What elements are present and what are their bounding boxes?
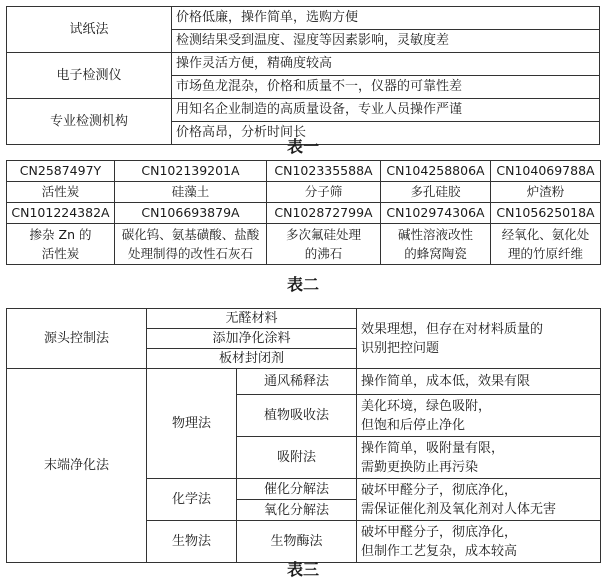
table-three bbox=[6, 308, 601, 563]
material-line: 处理制得的改性石灰石 bbox=[127, 246, 253, 261]
material-name: 多孔硅胶 bbox=[381, 182, 491, 203]
patent-number: CN102139201A bbox=[115, 161, 267, 182]
method-item: 添加净化涂料 bbox=[147, 329, 357, 349]
method-label: 专业检测机构 bbox=[7, 99, 172, 145]
subcategory-label: 化学法 bbox=[147, 479, 237, 521]
table-one bbox=[6, 6, 600, 145]
method-item: 催化分解法 bbox=[237, 479, 357, 500]
method-label: 电子检测仪 bbox=[7, 53, 172, 99]
note-line: 但制作工艺复杂，成本较高 bbox=[361, 543, 518, 559]
method-item: 通风稀释法 bbox=[237, 369, 357, 395]
table-row bbox=[7, 369, 601, 395]
material-name bbox=[381, 224, 491, 265]
patent-number: CN104258806A bbox=[381, 161, 491, 182]
table-three-caption: 表三 bbox=[286, 560, 319, 579]
table-two-caption: 表二 bbox=[286, 275, 319, 294]
advantage-cell: 操作灵活方便，精确度较高 bbox=[172, 53, 600, 76]
material-line: 的沸石 bbox=[304, 246, 343, 261]
advantage-cell: 用知名企业制造的高质量设备，专业人员操作严谨 bbox=[172, 99, 600, 122]
table-row bbox=[7, 309, 601, 329]
disadvantage-cell: 价格高昂，分析时间长 bbox=[172, 122, 600, 145]
category-label: 源头控制法 bbox=[7, 309, 147, 369]
method-item: 植物吸收法 bbox=[237, 395, 357, 437]
patent-number: CN105625018A bbox=[491, 203, 601, 224]
disadvantage-cell: 市场鱼龙混杂，价格和质量不一，仪器的可靠性差 bbox=[172, 76, 600, 99]
material-line: 经氧化、氨化处 bbox=[501, 227, 590, 242]
table-one-caption: 表一 bbox=[286, 137, 319, 156]
material-name bbox=[267, 224, 381, 265]
material-line: 活性炭 bbox=[41, 246, 80, 261]
note-line: 但饱和后停止净化 bbox=[361, 417, 466, 433]
material-name bbox=[115, 224, 267, 265]
method-item: 氧化分解法 bbox=[237, 500, 357, 521]
note-cell bbox=[357, 437, 601, 479]
note-line: 破坏甲醛分子，彻底净化， bbox=[361, 482, 518, 498]
note-line: 效果理想，但存在对材料质量的 bbox=[361, 321, 544, 337]
table-row bbox=[7, 7, 600, 30]
category-label: 末端净化法 bbox=[7, 369, 147, 563]
material-name: 硅藻土 bbox=[115, 182, 267, 203]
table-row bbox=[7, 161, 601, 182]
patent-number: CN2587497Y bbox=[7, 161, 115, 182]
note-line: 识别把控问题 bbox=[361, 340, 440, 356]
material-name bbox=[491, 224, 601, 265]
note-cell bbox=[357, 479, 601, 521]
table-row bbox=[7, 99, 600, 122]
material-line: 碱性溶液改性 bbox=[397, 227, 473, 242]
method-label: 试纸法 bbox=[7, 7, 172, 53]
note-cell bbox=[357, 395, 601, 437]
patent-number: CN104069788A bbox=[491, 161, 601, 182]
subcategory-label: 生物法 bbox=[147, 521, 237, 563]
method-item: 生物酶法 bbox=[237, 521, 357, 563]
material-name bbox=[7, 224, 115, 265]
patent-number: CN106693879A bbox=[115, 203, 267, 224]
disadvantage-cell: 检测结果受到温度、湿度等因素影响，灵敏度差 bbox=[172, 30, 600, 53]
material-line: 碳化钨、氨基磺酸、盐酸 bbox=[121, 227, 260, 242]
material-name: 炉渣粉 bbox=[491, 182, 601, 203]
note-line: 需勤更换防止再污染 bbox=[361, 459, 479, 475]
material-name: 活性炭 bbox=[7, 182, 115, 203]
method-item: 无醛材料 bbox=[147, 309, 357, 329]
patent-number: CN101224382A bbox=[7, 203, 115, 224]
note-line: 美化环境，绿色吸附， bbox=[361, 398, 492, 414]
table-row bbox=[7, 224, 601, 265]
material-line: 多次氟硅处理 bbox=[285, 227, 361, 242]
note-cell: 操作简单，成本低，效果有限 bbox=[357, 369, 601, 395]
patent-number: CN102335588A bbox=[267, 161, 381, 182]
patent-number: CN102872799A bbox=[267, 203, 381, 224]
note-line: 操作简单，吸附量有限， bbox=[361, 440, 505, 456]
material-name: 分子筛 bbox=[267, 182, 381, 203]
note-line: 需保证催化剂及氧化剂对人体无害 bbox=[361, 501, 557, 517]
material-line: 理的竹原纤维 bbox=[507, 246, 583, 261]
material-line: 的蜂窝陶瓷 bbox=[404, 246, 467, 261]
note-cell bbox=[357, 309, 601, 369]
table-two bbox=[6, 160, 601, 265]
patent-number: CN102974306A bbox=[381, 203, 491, 224]
table-row bbox=[7, 53, 600, 76]
subcategory-label: 物理法 bbox=[147, 369, 237, 479]
advantage-cell: 价格低廉，操作简单，选购方便 bbox=[172, 7, 600, 30]
note-line: 破坏甲醛分子，彻底净化， bbox=[361, 524, 518, 540]
method-item: 吸附法 bbox=[237, 437, 357, 479]
method-item: 板材封闭剂 bbox=[147, 349, 357, 369]
material-line: 掺杂 Zn 的 bbox=[29, 227, 92, 242]
table-row bbox=[7, 182, 601, 203]
table-row bbox=[7, 203, 601, 224]
